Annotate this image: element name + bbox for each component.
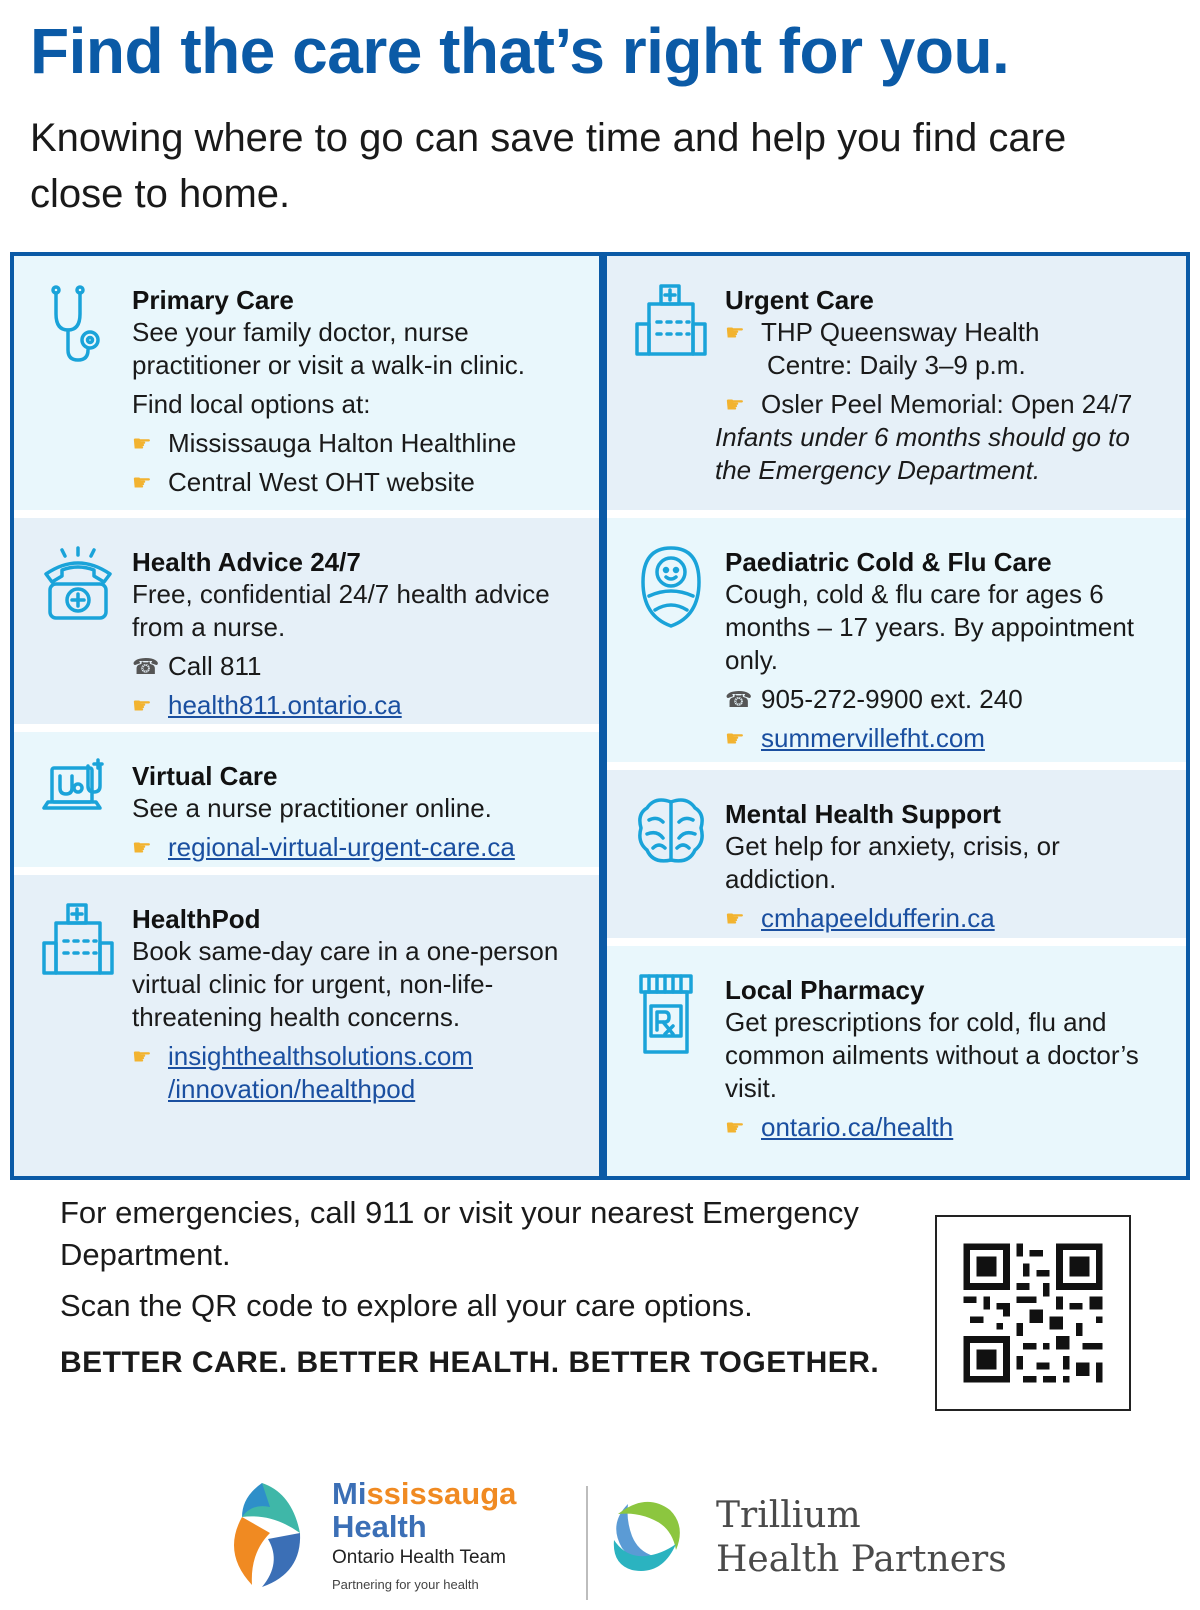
pointing-hand-icon: ☛ (725, 726, 745, 751)
left-column (14, 256, 599, 1176)
pointing-hand-icon: ☛ (132, 835, 152, 860)
virtual-care-link[interactable]: regional-virtual-urgent-care.ca (168, 832, 515, 862)
healthpod-link[interactable] (168, 1040, 579, 1106)
stethoscope-icon (42, 284, 114, 366)
card-body: Get prescriptions for cold, flu and common ailments without a doctor’s visit. (725, 1007, 1139, 1103)
phone-icon: ☎ (132, 654, 160, 679)
ontario-health-link[interactable]: ontario.ca/health (761, 1112, 954, 1142)
bullet-osler-peel (725, 388, 1166, 421)
care-options-grid (10, 252, 1190, 1180)
scan-qr-text: Scan the QR code to explore all your care options. (60, 1288, 753, 1323)
emergency-notice: For emergencies, call 911 or visit your nearest Emergency Department. (60, 1195, 859, 1272)
queensway-line1: THP Queensway Health (761, 317, 1040, 347)
health811-link[interactable]: health811.ontario.ca (168, 690, 402, 720)
bullet-text: Osler Peel Memorial: Open 24/7 (761, 389, 1133, 419)
bullet-summerville-link[interactable] (725, 722, 1166, 755)
trillium-wordmark (716, 1494, 1007, 1582)
mississauga-health-logo (222, 1477, 582, 1603)
bullet-cmha-link[interactable] (725, 902, 1166, 935)
phone-text: 905-272-9900 ext. 240 (761, 684, 1023, 714)
card-title: Urgent Care (725, 285, 874, 315)
mh-wordmark-ssissauga: ssissauga (366, 1476, 517, 1511)
find-options-label: Find local options at: (132, 389, 371, 419)
card-title: Mental Health Support (725, 799, 1001, 829)
pointing-hand-icon: ☛ (725, 392, 745, 417)
card-body: Get help for anxiety, crisis, or addiction. (725, 831, 1060, 894)
bullet-text: Central West OHT website (168, 467, 475, 497)
qr-code[interactable] (935, 1215, 1131, 1411)
bullet-thp-queensway (725, 316, 1166, 382)
bullet-call-811[interactable] (132, 650, 579, 683)
card-virtual-care (14, 732, 599, 867)
bullet-paediatric-phone[interactable] (725, 683, 1166, 716)
hospital-icon (42, 903, 114, 985)
card-body: See your family doctor, nurse practitioner or visit a walk-in clinic. (132, 317, 526, 380)
card-title: HealthPod (132, 904, 261, 934)
card-healthpod (14, 875, 599, 1176)
pointing-hand-icon: ☛ (725, 1115, 745, 1140)
bullet-mh-healthline[interactable] (132, 427, 579, 460)
card-title: Paediatric Cold & Flu Care (725, 547, 1052, 577)
pointing-hand-icon: ☛ (132, 693, 152, 718)
healthpod-link-line2[interactable]: /innovation/healthpod (168, 1074, 416, 1104)
pointing-hand-icon: ☛ (132, 1044, 152, 1069)
pill-bottle-icon (635, 974, 707, 1056)
bullet-virtual-care-link[interactable] (132, 831, 579, 864)
mh-oht-text: Ontario Health Team (332, 1547, 506, 1568)
bullet-ontario-health-link[interactable] (725, 1111, 1166, 1144)
card-body: Book same-day care in a one-person virtual clinic for urgent, non-life-threatening health concerns. (132, 936, 559, 1032)
bullet-text (761, 316, 1166, 382)
card-primary-care (14, 256, 599, 510)
card-health-advice (14, 518, 599, 724)
mississauga-health-mark-icon (212, 1473, 312, 1593)
card-title: Virtual Care (132, 761, 278, 791)
mh-wordmark-health: Health (332, 1509, 427, 1544)
infant-note: Infants under 6 months should go to the Emergency Department. (715, 422, 1130, 485)
thp-wordmark-line1: Trillium (716, 1495, 861, 1536)
cmha-link[interactable]: cmhapeeldufferin.ca (761, 903, 995, 933)
page-subtitle: Knowing where to go can save time and help you find care close to home. (30, 116, 1067, 216)
trillium-health-partners-logo (612, 1490, 1007, 1600)
card-pharmacy (607, 946, 1186, 1176)
bullet-text: Mississauga Halton Healthline (168, 428, 517, 458)
phone-icon: ☎ (725, 687, 753, 712)
card-body: See a nurse practitioner online. (132, 793, 492, 823)
right-column (607, 256, 1186, 1176)
pointing-hand-icon: ☛ (725, 320, 745, 345)
page-title: Find the care that’s right for you. (30, 15, 1010, 87)
hospital-icon (635, 284, 707, 366)
swaddled-baby-icon (635, 546, 707, 628)
card-title: Health Advice 24/7 (132, 547, 361, 577)
card-paediatric (607, 518, 1186, 762)
mh-tagline-text: Partnering for your health (332, 1577, 479, 1592)
card-title: Primary Care (132, 285, 294, 315)
telephone-icon (42, 546, 114, 628)
card-mental-health (607, 770, 1186, 938)
mh-wordmark-mi: Mi (332, 1476, 367, 1511)
tagline: BETTER CARE. BETTER HEALTH. BETTER TOGETHER. (60, 1346, 880, 1379)
card-body: Free, confidential 24/7 health advice from a nurse. (132, 579, 550, 642)
grid-divider (599, 256, 607, 1176)
healthpod-link-line1[interactable]: insighthealthsolutions.com (168, 1041, 473, 1071)
logo-divider (586, 1486, 588, 1600)
thp-wordmark-line2: Health Partners (716, 1539, 1007, 1580)
summerville-link[interactable]: summervillefht.com (761, 723, 985, 753)
trillium-mark-icon (598, 1484, 694, 1584)
pointing-hand-icon: ☛ (132, 470, 152, 495)
pointing-hand-icon: ☛ (132, 431, 152, 456)
card-title: Local Pharmacy (725, 975, 925, 1005)
pointing-hand-icon: ☛ (725, 906, 745, 931)
phone-text: Call 811 (168, 651, 262, 681)
bullet-health811-link[interactable] (132, 689, 579, 722)
mississauga-health-wordmark (332, 1477, 516, 1543)
card-body: Cough, cold & flu care for ages 6 months – 17 years. By appointment only. (725, 579, 1135, 675)
bullet-central-west-oht[interactable] (132, 466, 579, 499)
bullet-healthpod-link[interactable] (132, 1040, 579, 1106)
laptop-stethoscope-icon (42, 754, 114, 836)
queensway-line2: Centre: Daily 3–9 p.m. (767, 350, 1026, 380)
brain-icon (635, 794, 707, 876)
card-urgent-care (607, 256, 1186, 510)
